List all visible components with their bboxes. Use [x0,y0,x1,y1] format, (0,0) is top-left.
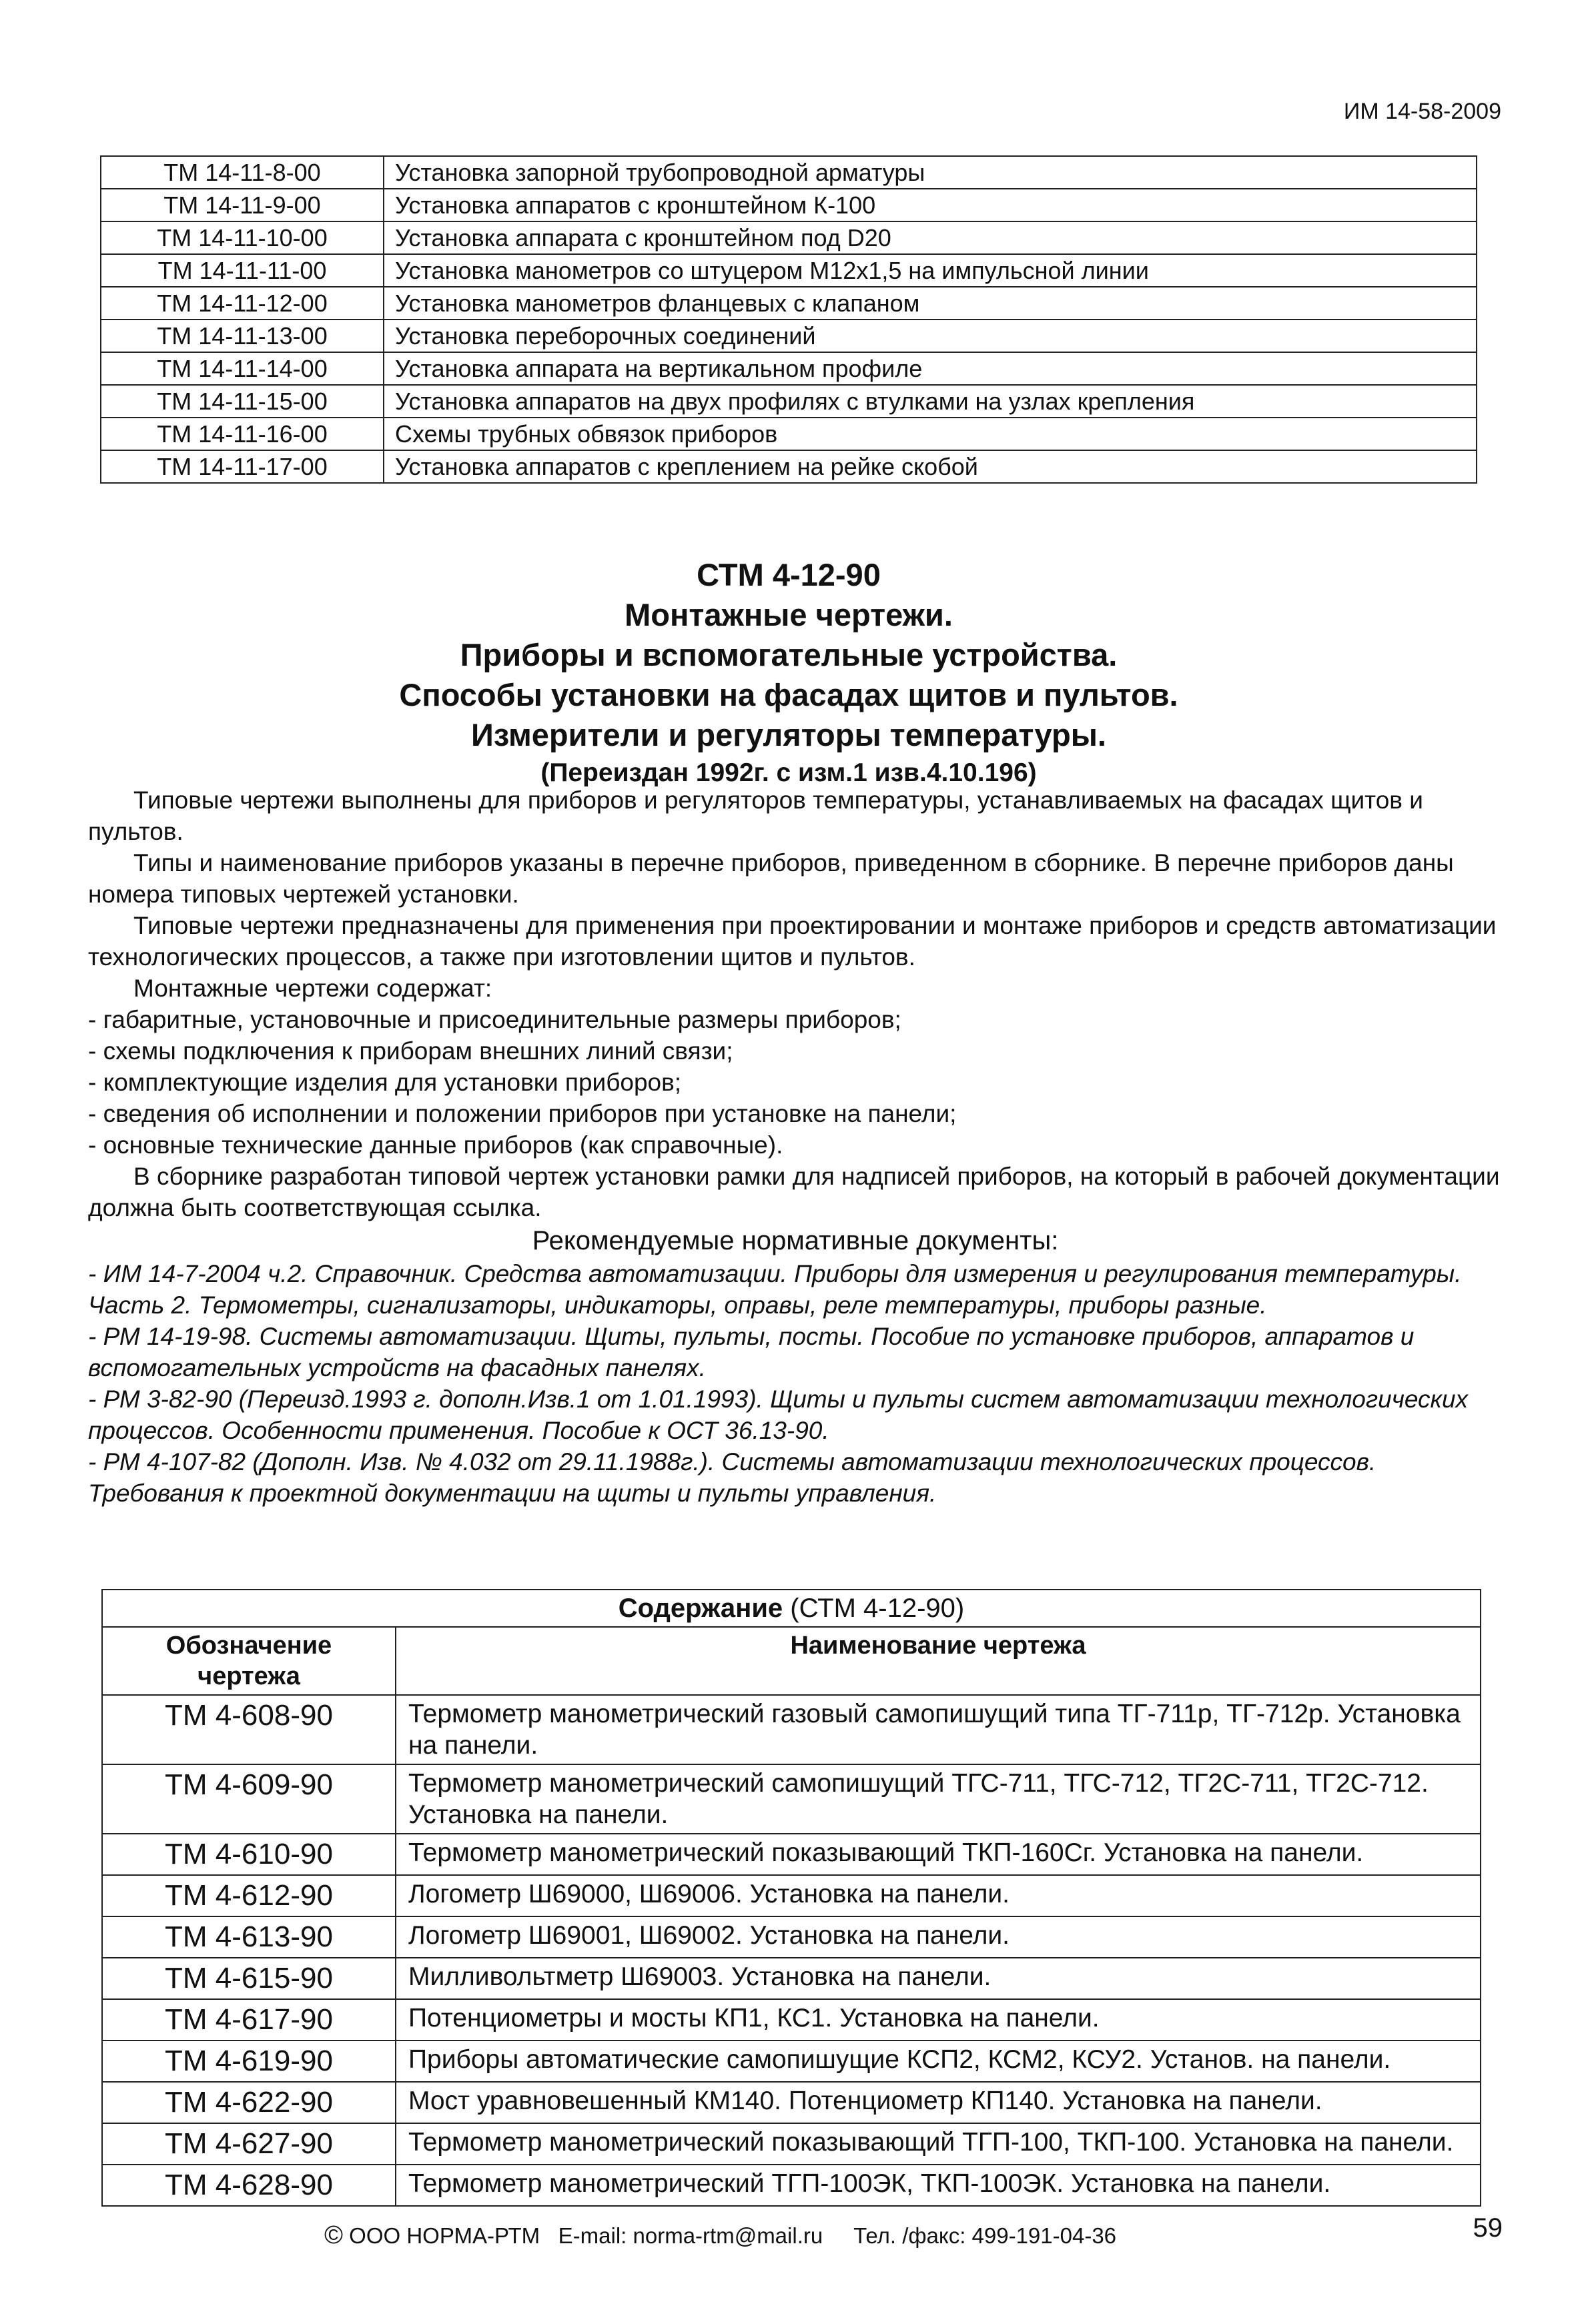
list-item: - габаритные, установочные и присоединительные размеры приборов; [88,1006,901,1033]
drawing-code: ТМ 4-617-90 [102,1999,396,2041]
drawing-code: ТМ 4-628-90 [102,2165,396,2206]
section-title-line: Приборы и вспомогательные устройства. [460,637,1118,672]
drawing-code: ТМ 4-612-90 [102,1875,396,1916]
drawing-name: Установка аппаратов с креплением на рейке скобой [384,450,1477,483]
drawing-name: Термометр манометрический показывающий ТГП-100, ТКП-100. Установка на панели. [396,2123,1481,2165]
reference-item: - РМ 14-19-98. Системы автоматизации. Щиты, пульты, посты. Пособие по установке приборов, аппаратов и вспомогательных устройств на фасадных панелях. [88,1323,1415,1381]
copyright-icon: © [324,2221,343,2249]
footer-info [324,2221,1116,2250]
recommended-docs-heading: Рекомендуемые нормативные документы: [532,1226,1059,1255]
reference-item: - ИМ 14-7-2004 ч.2. Справочник. Средства автоматизации. Приборы для измерения и регулирования температуры. Часть 2. Термометры, сигнализаторы, индикаторы, оправы, реле температуры, приборы разные. [88,1260,1462,1319]
table-row [101,189,1477,221]
drawings-list-table [100,155,1477,484]
drawing-code: ТМ 14-11-13-00 [101,320,384,352]
table-row [102,2041,1481,2082]
drawing-name: Установка аппарата с кронштейном под D20 [384,221,1477,254]
drawing-name: Потенциометры и мосты КП1, КС1. Установка на панели. [396,1999,1481,2041]
table-row [102,2165,1481,2206]
table-row [101,418,1477,450]
drawing-code: ТМ 4-615-90 [102,1958,396,1999]
table-row [102,1958,1481,1999]
contents-caption [102,1590,1481,1627]
paragraph: Монтажные чертежи содержат: [133,975,492,1002]
table-row [101,450,1477,483]
table-row [102,1916,1481,1958]
table-row [101,352,1477,385]
drawing-name: Милливольтметр Ш69003. Установка на панели. [396,1958,1481,1999]
drawing-code: ТМ 4-613-90 [102,1916,396,1958]
reference-item: - РМ 3-82-90 (Переизд.1993 г. дополн.Изв.1 от 1.01.1993). Щиты и пульты систем автоматизации технологических процессов. Особенности применения. Пособие к ОСТ 36.13-90. [88,1385,1469,1444]
drawing-name: Логометр Ш69000, Ш69006. Установка на панели. [396,1875,1481,1916]
drawing-code: ТМ 4-622-90 [102,2082,396,2123]
drawing-name: Мост уравновешенный КМ140. Потенциометр КП140. Установка на панели. [396,2082,1481,2123]
drawing-name: Установка манометров фланцевых с клапаном [384,287,1477,320]
list-item: - комплектующие изделия для установки приборов; [88,1069,682,1096]
drawing-name: Установка запорной трубопроводной арматуры [384,156,1477,189]
drawing-code: ТМ 14-11-17-00 [101,450,384,483]
drawing-code: ТМ 14-11-16-00 [101,418,384,450]
paragraph: Типы и наименование приборов указаны в перечне приборов, приведенном в сборнике. В перечне приборов даны номера типовых чертежей установки. [88,849,1454,908]
list-item: - основные технические данные приборов (как справочные). [88,1131,783,1159]
drawing-code: ТМ 14-11-9-00 [101,189,384,221]
drawing-code: ТМ 14-11-11-00 [101,254,384,287]
section-title-line: Монтажные чертежи. [625,597,953,632]
table-row [102,1999,1481,2041]
column-header-code: Обозначение чертежа [102,1627,396,1695]
drawing-code: ТМ 4-619-90 [102,2041,396,2082]
table-row [102,1875,1481,1916]
company-name: ООО НОРМА-РТМ [349,2223,540,2248]
body-text [88,784,1503,1509]
drawing-code: ТМ 14-11-15-00 [101,385,384,418]
section-title-line: Измерители и регуляторы температуры. [471,717,1106,752]
drawing-code: ТМ 14-11-14-00 [101,352,384,385]
reference-item: - РМ 4-107-82 (Дополн. Изв. № 4.032 от 29.11.1988г.). Системы автоматизации технологических процессов. Требования к проектной документации на щиты и пульты управления. [88,1448,1376,1507]
paragraph: Типовые чертежи предназначены для применения при проектировании и монтаже приборов и средств автоматизации технологических процессов, а также при изготовлении щитов и пультов. [88,912,1497,971]
drawing-code: ТМ 4-627-90 [102,2123,396,2165]
column-header-name: Наименование чертежа [396,1627,1481,1695]
drawing-code: ТМ 14-11-10-00 [101,221,384,254]
table-row [101,320,1477,352]
table-row [101,156,1477,189]
drawing-name: Схемы трубных обвязок приборов [384,418,1477,450]
table-row [101,287,1477,320]
list-item: - сведения об исполнении и положении приборов при установке на панели; [88,1100,957,1127]
contents-body [102,1695,1481,2206]
contents-caption-rest: (СТМ 4-12-90) [783,1594,965,1623]
drawing-name: Установка аппарата на вертикальном профиле [384,352,1477,385]
table-row [101,254,1477,287]
drawing-name: Термометр манометрический газовый самопишущий типа ТГ-711р, ТГ-712р. Установка на панели. [396,1695,1481,1764]
section-code: СТМ 4-12-90 [697,557,881,592]
drawing-name: Термометр манометрический показывающий ТКП-160Сг. Установка на панели. [396,1834,1481,1875]
table-row [102,2123,1481,2165]
drawing-code: ТМ 14-11-8-00 [101,156,384,189]
drawings-list-body [101,156,1477,483]
drawing-name: Установка манометров со штуцером М12х1,5 на импульсной линии [384,254,1477,287]
section-title-line: Способы установки на фасадах щитов и пультов. [399,677,1178,712]
email-text: E-mail: norma-rtm@mail.ru [558,2223,823,2248]
table-row [101,221,1477,254]
section-title-block [100,555,1477,791]
drawing-name: Установка аппаратов на двух профилях с втулками на узлах крепления [384,385,1477,418]
table-row [101,385,1477,418]
list-item: - схемы подключения к приборам внешних линий связи; [88,1037,733,1065]
contents-caption-bold: Содержание [618,1594,783,1623]
section-subtitle: (Переиздан 1992г. с изм.1 изв.4.10.196) [540,758,1037,787]
table-row [102,1695,1481,1764]
contents-table [101,1589,1481,2207]
table-row [102,1764,1481,1834]
drawing-name: Приборы автоматические самопишущие КСП2, КСМ2, КСУ2. Установ. на панели. [396,2041,1481,2082]
drawing-code: ТМ 4-608-90 [102,1695,396,1764]
drawing-code: ТМ 4-610-90 [102,1834,396,1875]
drawing-name: Термометр манометрический самопишущий ТГС-711, ТГС-712, ТГ2С-711, ТГ2С-712. Установка на панели. [396,1764,1481,1834]
drawing-name: Установка аппаратов с кронштейном К-100 [384,189,1477,221]
drawing-code: ТМ 14-11-12-00 [101,287,384,320]
drawing-name: Термометр манометрический ТГП-100ЭК, ТКП-100ЭК. Установка на панели. [396,2165,1481,2206]
drawing-name: Логометр Ш69001, Ш69002. Установка на панели. [396,1916,1481,1958]
paragraph: Типовые чертежи выполнены для приборов и регуляторов температуры, устанавливаемых на фасадах щитов и пультов. [88,786,1423,845]
drawing-name: Установка переборочных соединений [384,320,1477,352]
table-row [102,2082,1481,2123]
page-number: 59 [1473,2213,1503,2243]
drawing-code: ТМ 4-609-90 [102,1764,396,1834]
paragraph: В сборнике разработан типовой чертеж установки рамки для надписей приборов, на который в рабочей документации должна быть соответствующая ссылка. [88,1163,1500,1221]
document-code: ИМ 14-58-2009 [1343,99,1501,124]
phone-text: Тел. /факс: 499-191-04-36 [853,2223,1117,2248]
table-row [102,1834,1481,1875]
